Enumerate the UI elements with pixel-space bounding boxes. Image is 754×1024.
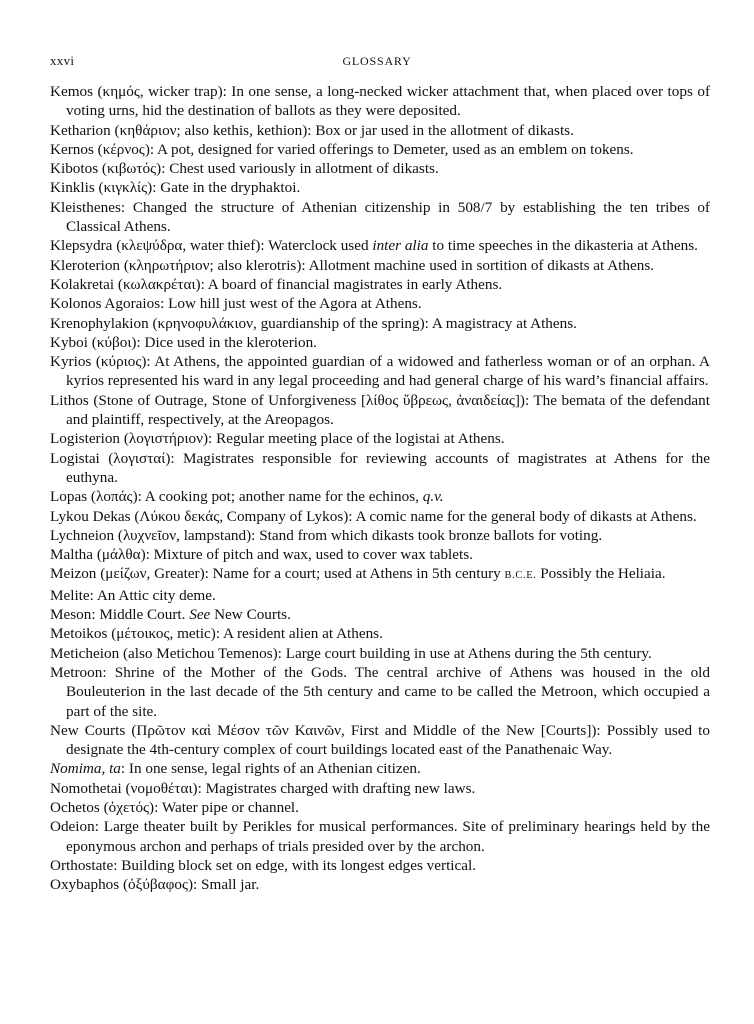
entry-italic-phrase: q.v. — [422, 488, 444, 506]
entry-definition: (ὀχετός): Water pipe or channel. — [99, 798, 299, 816]
entry-definition-cont: to time speeches in the dikasteria at Athens. — [428, 237, 698, 255]
entry-term: Ketharion — [50, 121, 111, 139]
entry-definition: (κλεψύδρα, water thief): Waterclock used — [112, 237, 373, 255]
glossary-entry — [50, 624, 710, 643]
entry-definition: (Πρῶτον καὶ Μέσον τῶν Καινῶν, First and Middle of the New [Courts]): Possibly used to designate the 4th-century complex of court buildings located east of the Panathenaic Way. — [66, 721, 710, 759]
entry-definition: (also Metichou Temenos): Large court building in use at Athens during the 5th century. — [119, 644, 652, 662]
glossary-entry — [50, 140, 710, 159]
entry-term: Maltha — [50, 546, 94, 564]
entry-term: Lithos — [50, 391, 89, 409]
glossary-entry — [50, 507, 710, 526]
entry-term: Meson — [50, 606, 92, 624]
entry-definition-cont: New Courts. — [210, 606, 291, 624]
glossary-entry — [50, 391, 710, 430]
glossary-entry — [50, 294, 710, 313]
entry-term: Kolakretai — [50, 275, 115, 293]
entry-italic-phrase: inter alia — [372, 237, 429, 255]
page-number: xxvi — [50, 53, 75, 68]
entry-term: Logisterion — [50, 430, 121, 448]
entry-definition: (κωλακρέται): A board of financial magistrates in early Athens. — [114, 275, 503, 293]
entry-term: Krenophylakion — [50, 314, 149, 332]
entry-definition: (μάλθα): Mixture of pitch and wax, used to cover wax tablets. — [93, 546, 473, 564]
entry-definition: (μέτοικος, metic): A resident alien at Athens. — [107, 625, 383, 643]
entry-definition-cont: Possibly the Heliaia. — [536, 565, 666, 583]
entry-definition: (λυχνεῖον, lampstand): Stand from which dikasts took bronze ballots for voting. — [114, 526, 603, 544]
entry-definition: (νομοθέται): Magistrates charged with drafting new laws. — [121, 779, 476, 797]
entry-cross-reference: See — [189, 606, 211, 624]
glossary-entry — [50, 82, 710, 121]
entry-term: Kleroterion — [50, 256, 121, 274]
entry-term: Kyboi — [50, 333, 88, 351]
entry-term: Logistai — [50, 449, 100, 467]
entry-definition: (Stone of Outrage, Stone of Unforgiveness [λίθος ὕβρεως, ἀναιδείας]): The bemata of the defendant and plaintiff, respectively, at the Areopagos. — [66, 391, 710, 429]
glossary-entry — [50, 429, 710, 448]
entry-definition: (κέρνος): A pot, designed for varied offerings to Demeter, used as an emblem on tokens. — [93, 140, 634, 158]
glossary-entry — [50, 159, 710, 178]
entry-era-abbrev: B.C.E. — [504, 570, 537, 582]
entry-term: Melite — [50, 586, 90, 604]
entry-definition: (κημός, wicker trap): In one sense, a long-necked wicker attachment that, when placed over tops of voting urns, hid the destination of ballots as they were deposited. — [66, 83, 710, 120]
entry-term: Ochetos — [50, 798, 100, 816]
entry-term: Metoikos — [50, 625, 108, 643]
entry-definition: (λογιστήριον): Regular meeting place of the logistai at Athens. — [120, 430, 505, 448]
entry-term: Lychneion — [50, 526, 115, 544]
entry-definition: (κρηνοφυλάκιον, guardianship of the spring): A magistracy at Athens. — [148, 314, 577, 332]
entry-term: Kernos — [50, 140, 94, 158]
glossary-entry — [50, 314, 710, 333]
entry-term: Nomothetai — [50, 779, 122, 797]
running-head: GLOSSARY — [342, 54, 412, 68]
entry-term: Oxybaphos — [50, 876, 120, 894]
entry-definition: : An Attic city deme. — [89, 586, 216, 604]
entry-term: Metroon — [50, 663, 103, 681]
entry-term: Kemos — [50, 83, 94, 100]
glossary-entry — [50, 352, 710, 391]
entry-term: Kolonos Agoraios — [50, 295, 161, 313]
glossary-entry — [50, 759, 710, 778]
entry-definition: (λοπάς): A cooking pot; another name for the echinos, — [87, 488, 423, 506]
entry-definition: (κιβωτός): Chest used variously in allotment of dikasts. — [98, 160, 439, 178]
entry-term: Klepsydra — [50, 237, 113, 255]
glossary-entry — [50, 545, 710, 564]
entry-definition: : Building block set on edge, with its longest edges vertical. — [113, 856, 477, 874]
entry-definition: (κηθάριον; also kethis, kethion): Box or jar used in the allotment of dikasts. — [110, 121, 574, 139]
glossary-entry — [50, 121, 710, 140]
entry-definition: : In one sense, legal rights of an Athenian citizen. — [120, 760, 421, 778]
entry-definition: (κιγκλίς): Gate in the dryphaktoi. — [94, 179, 301, 197]
entry-definition: : Middle Court. — [91, 606, 190, 624]
glossary-entry — [50, 275, 710, 294]
entry-term: Lopas — [50, 488, 88, 506]
glossary-entry — [50, 236, 710, 255]
entry-term: Lykou Dekas — [50, 507, 131, 525]
entry-definition: (λογισταί): Magistrates responsible for reviewing accounts of magistrates at Athens for the euthyna. — [66, 449, 710, 486]
glossary-entry — [50, 605, 710, 624]
glossary-entry — [50, 856, 710, 875]
entry-term: Orthostate — [50, 856, 114, 874]
glossary-entries — [50, 82, 710, 894]
glossary-entry — [50, 644, 710, 663]
entry-term: Kyrios — [50, 353, 92, 371]
glossary-entry — [50, 663, 710, 721]
glossary-entry — [50, 178, 710, 197]
glossary-entry — [50, 721, 710, 760]
glossary-entry — [50, 487, 710, 506]
entry-definition: : Changed the structure of Athenian citizenship in 508/7 by establishing the ten tribes of Classical Athens. — [66, 198, 710, 236]
entry-term: Nomima, ta — [50, 760, 121, 778]
glossary-entry — [50, 198, 710, 237]
glossary-entry — [50, 256, 710, 275]
entry-term: Kleisthenes — [50, 198, 121, 216]
entry-definition: (Λύκου δεκάς, Company of Lykos): A comic name for the general body of dikasts at Athens. — [130, 507, 697, 525]
glossary-entry — [50, 449, 710, 488]
entry-term: Odeion — [50, 818, 95, 836]
glossary-entry — [50, 779, 710, 798]
entry-term: Kibotos — [50, 160, 99, 178]
glossary-entry — [50, 875, 710, 894]
entry-definition: (κληρωτήριον; also klerotris): Allotment machine used in sortition of dikasts at Athens. — [120, 256, 655, 274]
glossary-entry — [50, 526, 710, 545]
glossary-entry — [50, 798, 710, 817]
entry-definition: : Large theater built by Perikles for musical performances. Site of preliminary hearings held by the eponymous archon and perhaps of trials presided over by the archon. — [66, 818, 710, 855]
entry-term: New Courts — [50, 721, 126, 739]
glossary-entry — [50, 817, 710, 856]
entry-term: Meticheion — [50, 644, 120, 662]
entry-term: Kinklis — [50, 179, 95, 197]
glossary-entry — [50, 333, 710, 352]
entry-definition: : Low hill just west of the Agora at Athens. — [160, 295, 422, 313]
entry-definition: (κύβοι): Dice used in the kleroterion. — [87, 333, 317, 351]
entry-definition: (μείζων, Greater): Name for a court; used at Athens in 5th century — [96, 565, 505, 583]
entry-definition: : Shrine of the Mother of the Gods. The central archive of Athens was housed in the old Bouleuterion in the last decade of the 5th century and came to be called the Metroon, which occupied a part of the site. — [66, 663, 710, 720]
entry-definition: (κύριος): At Athens, the appointed guardian of a widowed and fatherless woman or of an orphan. A kyrios represented his ward in any legal proceeding and had general charge of his ward’s financial affairs. — [66, 353, 710, 390]
glossary-entry — [50, 586, 710, 605]
entry-definition: (ὀξύβαφος): Small jar. — [119, 876, 260, 894]
entry-term: Meizon — [50, 565, 97, 583]
glossary-entry — [50, 564, 710, 585]
